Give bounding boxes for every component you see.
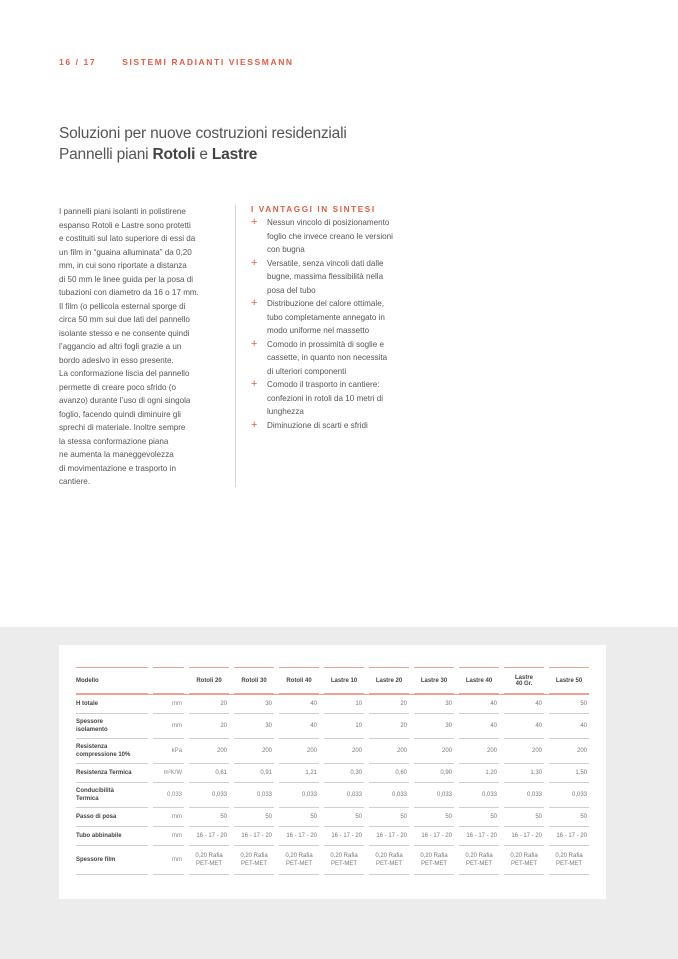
table-cell: 200 xyxy=(459,738,499,763)
advantages-box xyxy=(251,205,421,432)
intro-line: di 50 mm le linee guida per la posa di xyxy=(59,274,194,284)
advantage-line: di ulteriori componenti xyxy=(267,366,347,376)
table-cell: 0,20 Rafia PET-MET xyxy=(504,845,544,875)
row-label: Spessore isolamento xyxy=(76,713,148,738)
table-cell: 0,20 Rafia PET-MET xyxy=(234,845,274,875)
table-cell: 200 xyxy=(414,738,454,763)
plus-icon: + xyxy=(251,378,258,390)
intro-line: la stessa conformazione piana xyxy=(59,436,169,446)
table-cell: 0,033 xyxy=(504,782,544,807)
table-cell: 16 - 17 - 20 xyxy=(279,826,319,845)
header-column: Lastre 40 xyxy=(459,667,499,694)
advantage-line: con bugna xyxy=(267,245,305,254)
row-label: Spessore film xyxy=(76,845,148,875)
table-cell: 0,20 Rafia PET-MET xyxy=(459,845,499,875)
header-column: Lastre 10 xyxy=(324,667,364,694)
header-column: Lastre 50 xyxy=(549,667,589,694)
intro-line: bordo adesivo in esso presente. xyxy=(59,355,174,365)
table-cell: 1,20 xyxy=(459,763,499,782)
table-cell: 1,50 xyxy=(549,763,589,782)
advantage-line: cassette, in quanto non necessita xyxy=(267,353,388,362)
advantage-line: posa del tubo xyxy=(267,285,316,295)
table-row xyxy=(76,845,589,875)
advantage-line: Distribuzione del calore ottimale, xyxy=(267,299,384,308)
table-cell: 0,20 Rafia PET-MET xyxy=(549,845,589,875)
table-header-row xyxy=(76,667,589,694)
page-number: 16 / 17 xyxy=(59,57,97,67)
intro-line: foglio, facendo quindi diminuire gli xyxy=(59,409,181,419)
table-cell: 200 xyxy=(504,738,544,763)
table-cell: 40 xyxy=(504,713,544,738)
table-cell: 0,30 xyxy=(324,763,364,782)
table-cell: 30 xyxy=(234,694,274,713)
intro-line: I pannelli piani isolanti in polistirene xyxy=(59,207,186,216)
advantage-line: foglio che invece creano le versioni xyxy=(267,231,393,241)
advantage-line: lunghezza xyxy=(267,407,304,416)
table-cell: 0,61 xyxy=(189,763,229,782)
row-label: Passo di posa xyxy=(76,807,148,826)
row-label: Tubo abbinabile xyxy=(76,826,148,845)
table-cell: 0,20 Rafia PET-MET xyxy=(279,845,319,875)
table-cell: 40 xyxy=(279,713,319,738)
table-cell: 50 xyxy=(549,694,589,713)
intro-line: di movimentazione e trasporto in xyxy=(59,463,176,473)
table-cell: 50 xyxy=(369,807,409,826)
table-cell: 0,20 Rafia PET-MET xyxy=(324,845,364,875)
advantage-item xyxy=(251,338,421,379)
table-cell: 20 xyxy=(189,713,229,738)
row-unit: mm xyxy=(153,713,184,738)
table-cell: 0,20 Rafia PET-MET xyxy=(414,845,454,875)
row-unit: m²K/W xyxy=(153,763,184,782)
table-row xyxy=(76,807,589,826)
spec-table xyxy=(76,667,589,875)
table-cell: 16 - 17 - 20 xyxy=(234,826,274,845)
intro-line: espanso Rotoli e Lastre sono protetti xyxy=(59,220,191,230)
row-unit: mm xyxy=(153,694,184,713)
intro-line: La conformazione liscia del pannello xyxy=(59,369,190,378)
plus-icon: + xyxy=(251,297,258,309)
intro-line: permette di creare poco sfrido (o xyxy=(59,382,176,392)
intro-line: sprechi di materiale. Inoltre sempre xyxy=(59,423,186,432)
table-cell: 50 xyxy=(504,807,544,826)
table-cell: 0,90 xyxy=(414,763,454,782)
table-cell: 200 xyxy=(189,738,229,763)
table-cell: 20 xyxy=(369,713,409,738)
title-connector: e xyxy=(195,146,212,163)
table-cell: 16 - 17 - 20 xyxy=(549,826,589,845)
header-model: Modello xyxy=(76,667,148,694)
advantage-line: bugne, massima flessibilità nella xyxy=(267,272,384,281)
advantage-item xyxy=(251,257,421,298)
table-cell: 0,033 xyxy=(324,782,364,807)
table-cell: 16 - 17 - 20 xyxy=(189,826,229,845)
intro-line: tubazioni con diametro da 16 o 17 mm. xyxy=(59,288,199,297)
table-cell: 40 xyxy=(279,694,319,713)
table-cell: 200 xyxy=(324,738,364,763)
header-column: Lastre 40 Gr. xyxy=(504,667,544,694)
intro-line: avanzo) durante l’uso di ogni singola xyxy=(59,396,191,405)
table-cell: 30 xyxy=(414,694,454,713)
advantage-item xyxy=(251,419,421,433)
table-cell: 0,033 xyxy=(459,782,499,807)
table-cell: 50 xyxy=(324,807,364,826)
intro-line: un film in “guaina alluminata” da 0,20 xyxy=(59,247,192,257)
row-unit: mm xyxy=(153,845,184,875)
plus-icon: + xyxy=(251,216,258,228)
table-row xyxy=(76,738,589,763)
row-label: Resistenza Termica xyxy=(76,763,148,782)
title-prefix: Pannelli piani xyxy=(59,146,153,163)
intro-paragraph xyxy=(59,205,229,489)
table-cell: 50 xyxy=(459,807,499,826)
table-cell: 40 xyxy=(549,713,589,738)
table-cell: 10 xyxy=(324,713,364,738)
advantage-line: Diminuzione di scarti e sfridi xyxy=(267,420,368,430)
advantage-item xyxy=(251,297,421,338)
table-cell: 16 - 17 - 20 xyxy=(324,826,364,845)
advantage-line: tubo completamente annegato in xyxy=(267,312,385,322)
table-cell: 200 xyxy=(234,738,274,763)
header-column: Rotoli 30 xyxy=(234,667,274,694)
table-cell: 16 - 17 - 20 xyxy=(504,826,544,845)
intro-line: mm, in cui sono riportate a distanza xyxy=(59,261,187,270)
table-cell: 0,60 xyxy=(369,763,409,782)
table-cell: 16 - 17 - 20 xyxy=(459,826,499,845)
row-unit: kPa xyxy=(153,738,184,763)
page-title xyxy=(59,123,347,165)
table-cell: 20 xyxy=(189,694,229,713)
table-cell: 0,033 xyxy=(414,782,454,807)
advantages-title: I VANTAGGI IN SINTESI xyxy=(251,205,376,214)
row-unit: 0,033 xyxy=(153,782,184,807)
table-row xyxy=(76,826,589,845)
header-column: Lastre 30 xyxy=(414,667,454,694)
table-cell: 40 xyxy=(459,713,499,738)
table-cell: 200 xyxy=(279,738,319,763)
advantages-list xyxy=(251,216,421,432)
table-cell: 0,033 xyxy=(369,782,409,807)
table-row xyxy=(76,713,589,738)
table-cell: 50 xyxy=(279,807,319,826)
title-line-2 xyxy=(59,144,347,165)
title-rotoli: Rotoli xyxy=(152,146,196,163)
table-cell: 0,20 Rafia PET-MET xyxy=(189,845,229,875)
table-cell: 40 xyxy=(504,694,544,713)
row-label: Conducibilità Termica xyxy=(76,782,148,807)
table-cell: 50 xyxy=(549,807,589,826)
plus-icon: + xyxy=(251,418,258,431)
advantage-item xyxy=(251,216,421,257)
table-cell: 10 xyxy=(324,694,364,713)
table-cell: 50 xyxy=(234,807,274,826)
plus-icon: + xyxy=(251,256,258,269)
page-header xyxy=(59,57,294,67)
table-cell: 0,91 xyxy=(234,763,274,782)
table-cell: 40 xyxy=(459,694,499,713)
advantage-line: Comodo in prossimità di soglie e xyxy=(267,339,384,349)
row-label: Resistenza compressione 10% xyxy=(76,738,148,763)
table-cell: 50 xyxy=(189,807,229,826)
intro-line: l’aggancio ad altri fogli grazie a un xyxy=(59,342,182,351)
intro-line: ne aumenta la maneggevolezza xyxy=(59,450,174,459)
column-divider xyxy=(235,205,236,487)
table-cell: 30 xyxy=(414,713,454,738)
table-row xyxy=(76,782,589,807)
table-cell: 16 - 17 - 20 xyxy=(369,826,409,845)
intro-line: isolante stesso e ne consente quindi xyxy=(59,328,190,338)
advantage-line: confezioni in rotoli da 10 metri di xyxy=(267,393,384,403)
table-cell: 1,21 xyxy=(279,763,319,782)
header-column: Lastre 20 xyxy=(369,667,409,694)
section-title: SISTEMI RADIANTI VIESSMANN xyxy=(122,57,294,67)
intro-line: cantiere. xyxy=(59,477,91,486)
table-cell: 50 xyxy=(414,807,454,826)
title-line-1: Soluzioni per nuove costruzioni residenziali xyxy=(59,125,347,142)
intro-line: circa 50 mm sui due lati del pannello xyxy=(59,315,190,324)
intro-line: e costituiti sul lato superiore di essi da xyxy=(59,234,196,243)
header-column: Rotoli 20 xyxy=(189,667,229,694)
row-unit: mm xyxy=(153,826,184,845)
table-cell: 20 xyxy=(369,694,409,713)
header-unit xyxy=(153,667,184,694)
row-unit: mm xyxy=(153,807,184,826)
table-cell: 200 xyxy=(549,738,589,763)
table-row xyxy=(76,763,589,782)
row-label: H totale xyxy=(76,694,148,713)
table-cell: 200 xyxy=(369,738,409,763)
table-cell: 0,033 xyxy=(189,782,229,807)
table-cell: 0,033 xyxy=(549,782,589,807)
advantage-line: modo uniforme nel massetto xyxy=(267,326,370,335)
table-cell: 1,30 xyxy=(504,763,544,782)
advantage-line: Versatile, senza vincoli dati dalle xyxy=(267,258,384,268)
table-cell: 30 xyxy=(234,713,274,738)
table-cell: 0,033 xyxy=(279,782,319,807)
table-cell: 0,033 xyxy=(234,782,274,807)
header-column: Rotoli 40 xyxy=(279,667,319,694)
title-lastre: Lastre xyxy=(211,146,258,163)
plus-icon: + xyxy=(251,337,258,350)
intro-line: Il film (o pellicola esternal sporge di xyxy=(59,301,186,311)
advantage-line: Comodo il trasporto in cantiere: xyxy=(267,380,380,389)
advantage-line: Nessun vincolo di posizionamento xyxy=(267,218,390,227)
table-cell: 16 - 17 - 20 xyxy=(414,826,454,845)
table-row xyxy=(76,694,589,713)
table-cell: 0,20 Rafia PET-MET xyxy=(369,845,409,875)
advantage-item xyxy=(251,378,421,419)
